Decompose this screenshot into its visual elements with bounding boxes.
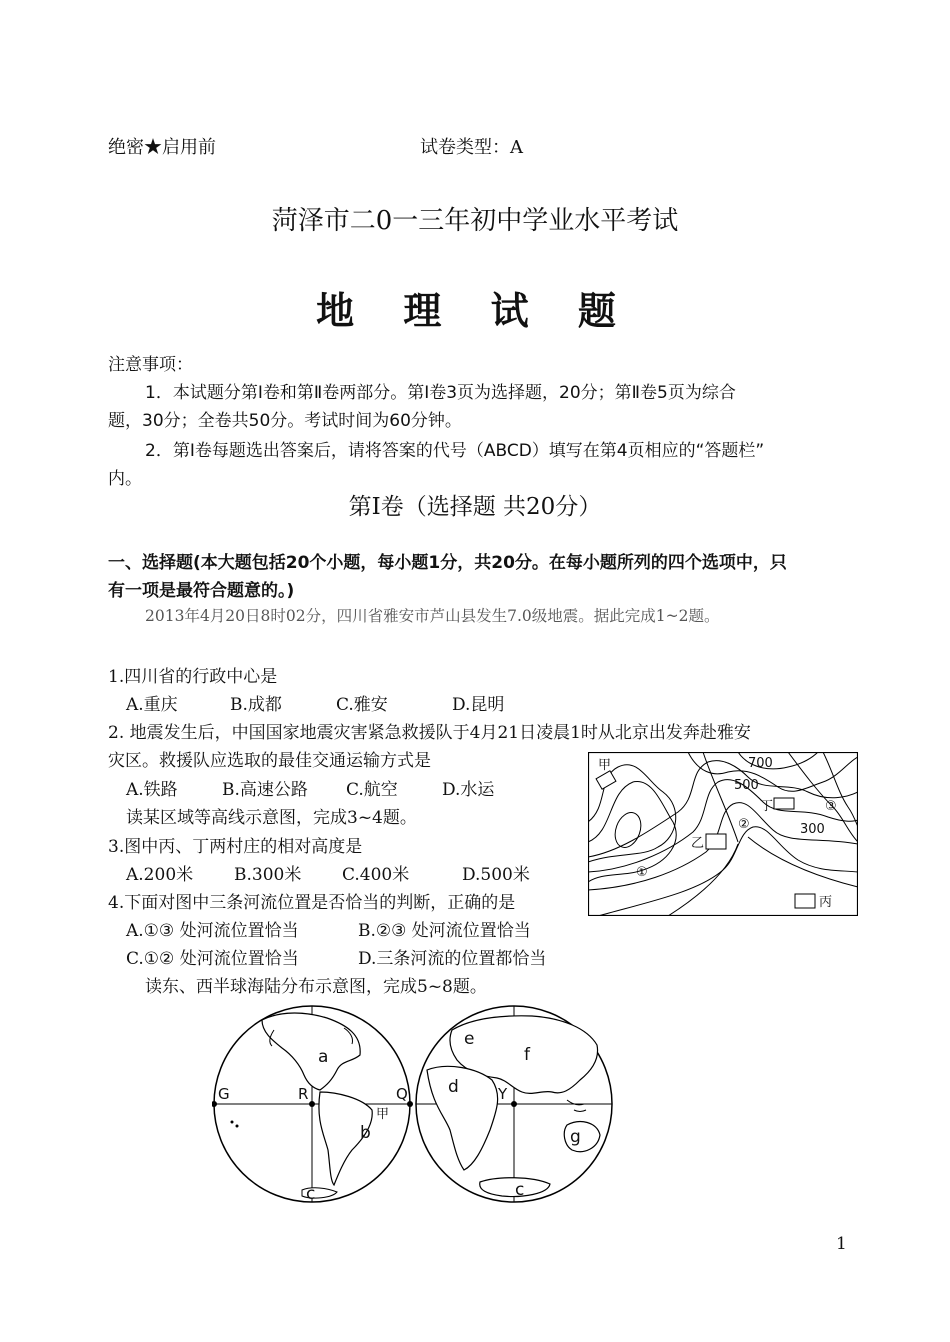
hemi-label-R: R [298,1085,309,1103]
contour-label-yi: 乙 [691,836,705,851]
q3-option-d: D.500米 [462,865,530,885]
q3-text: 3.图中丙、丁两村庄的相对高度是 [108,837,363,857]
q1-text: 1.四川省的行政中心是 [108,667,278,687]
q2-option-d: D.水运 [442,780,495,800]
q1-option-c: C.雅安 [336,695,388,715]
contour-map-intro: 读某区域等高线示意图，完成3~4题。 [126,808,417,828]
hemi-label-jia: 甲 [376,1107,390,1122]
notes-heading: 注意事项： [108,355,193,375]
q2-option-c: C.航空 [346,780,398,800]
q4-text: 4.下面对图中三条河流位置是否恰当的判断，正确的是 [108,893,516,913]
paper-type-label: 试卷类型：A [420,137,523,158]
village-yi-marker [706,834,726,849]
hemi-label-G: G [218,1085,230,1103]
notes-item1-line2: 题，30分；全卷共50分。考试时间为60分钟。 [108,411,462,431]
contour-label-700: 700 [748,756,773,771]
hemi-label-d: d [448,1077,459,1097]
q3-option-a: A.200米 [126,865,194,885]
contour-label-jia: 甲 [598,758,612,773]
q1-option-b: B.成都 [230,695,282,715]
q3-option-c: C.400米 [342,865,410,885]
part1-line2: 有一项是最符合题意的。) [108,581,295,601]
notes-item1-line1: 1．本试题分第Ⅰ卷和第Ⅱ卷两部分。第Ⅰ卷3页为选择题，20分；第Ⅱ卷5页为综合 [145,383,736,403]
page-number: 1 [836,1234,847,1254]
village-ding-marker [774,798,794,809]
contour-label-river-3: ③ [825,799,837,814]
section-title: 第Ⅰ卷（选择题 共20分） [348,494,602,520]
village-bing-marker [795,894,815,908]
hemi-label-e: e [464,1029,475,1049]
q2-text-line1: 2. 地震发生后，中国国家地震灾害紧急救援队于4月21日凌晨1时从北京出发奔赴雅安 [108,723,751,743]
contour-label-300: 300 [800,822,825,837]
hemi-label-c-west: c [306,1184,316,1204]
contour-label-ding: 丁 [760,799,774,814]
q2-option-b: B.高速公路 [222,780,308,800]
exam-title: 菏泽市二0一三年初中学业水平考试 [271,206,679,236]
hemi-label-Q: Q [396,1085,408,1103]
confidential-label: 绝密★启用前 [108,137,216,158]
q3-option-b: B.300米 [234,865,302,885]
hemi-label-Y: Y [498,1085,508,1103]
q2-option-a: A.铁路 [126,780,178,800]
part1-intro: 2013年4月20日8时02分，四川省雅安市芦山县发生7.0级地震。据此完成1~2题。 [145,607,720,625]
contour-label-bing: 丙 [819,895,833,910]
notes-item2-line1: 2．第Ⅰ卷每题选出答案后，请将答案的代号（ABCD）填写在第4页相应的“答题栏” [145,441,765,461]
contour-label-500: 500 [734,778,759,793]
contour-map [588,752,858,916]
subject-title: 地 理 试 题 [316,288,634,333]
hemi-label-g: g [570,1127,581,1147]
notes-item2-line2: 内。 [108,469,142,489]
q4-option-b: B.②③ 处河流位置恰当 [358,921,531,941]
hemi-label-a: a [318,1047,329,1067]
q4-option-a: A.①③ 处河流位置恰当 [126,921,299,941]
contour-label-river-2: ② [738,817,750,832]
q1-option-a: A.重庆 [126,695,178,715]
hemisphere-map-intro: 读东、西半球海陆分布示意图，完成5~8题。 [145,977,487,997]
q4-option-c: C.①② 处河流位置恰当 [126,949,299,969]
hemi-label-c-east: c [515,1180,525,1200]
q2-text-line2: 灾区。救援队应选取的最佳交通运输方式是 [108,751,431,771]
hemi-label-b: b [360,1123,371,1143]
hemi-label-f: f [524,1045,530,1065]
contour-label-river-1: ① [636,865,648,880]
q1-option-d: D.昆明 [452,695,505,715]
part1-line1: 一、选择题(本大题包括20个小题，每小题1分，共20分。在每小题所列的四个选项中，只 [108,553,787,573]
hemisphere-map [212,1000,620,1210]
q4-option-d: D.三条河流的位置都恰当 [358,949,547,969]
